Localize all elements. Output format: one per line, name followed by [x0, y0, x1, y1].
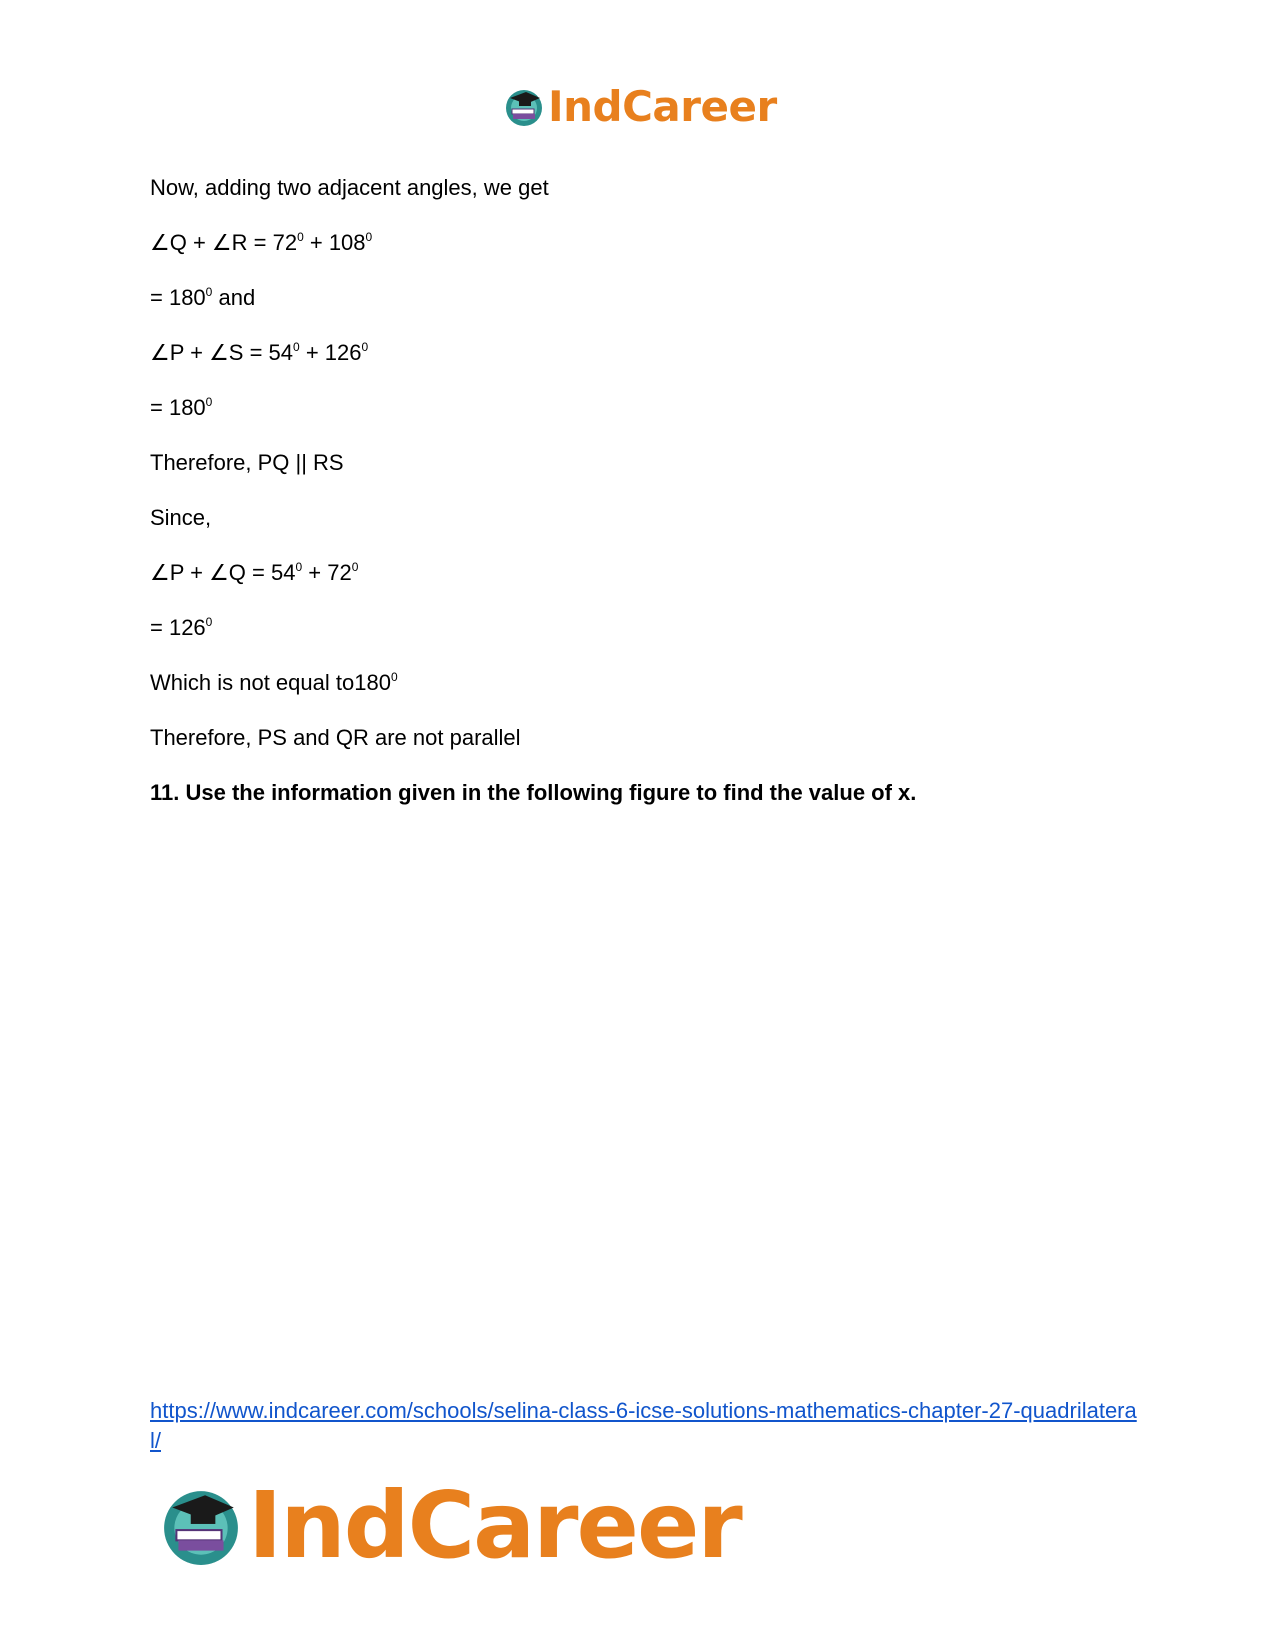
- equation-line: = $180^0$: [150, 395, 213, 420]
- book-globe-emblem-icon: [504, 87, 544, 127]
- equation-line: Which is not equal $to180^0$: [150, 670, 398, 695]
- equation-line: ∠Q + ∠R = $72^0 + 108^0$: [150, 230, 373, 255]
- text-line: Therefore, PQ || RS: [150, 450, 344, 475]
- text-line: Now, adding two adjacent angles, we get: [150, 175, 549, 200]
- source-url-link[interactable]: https://www.indcareer.com/schools/selina-class-6-icse-solutions-mathematics-chapter-27-quadrilateral/: [150, 1398, 1137, 1453]
- logo-wordmark: IndCareer: [248, 1472, 741, 1579]
- text-line: Since,: [150, 505, 212, 530]
- footer-logo: [160, 1472, 741, 1579]
- equation-line: ∠P + ∠Q = $54^0 + 72^0$: [150, 560, 359, 585]
- equation-line: ∠P + ∠S = $54^0 + 126^0$: [150, 340, 369, 365]
- header-logo: [504, 82, 777, 131]
- book-globe-emblem-icon: [160, 1485, 242, 1567]
- equation-line: = $126^0$: [150, 615, 213, 640]
- logo-wordmark: IndCareer: [548, 82, 777, 131]
- solution-body: [150, 173, 1140, 808]
- question-heading: 11. Use the information given in the following figure to find the value of x.: [150, 780, 917, 805]
- text-line: Therefore, PS and QR are not parallel: [150, 725, 521, 750]
- equation-line: = $180^0$ and: [150, 285, 256, 310]
